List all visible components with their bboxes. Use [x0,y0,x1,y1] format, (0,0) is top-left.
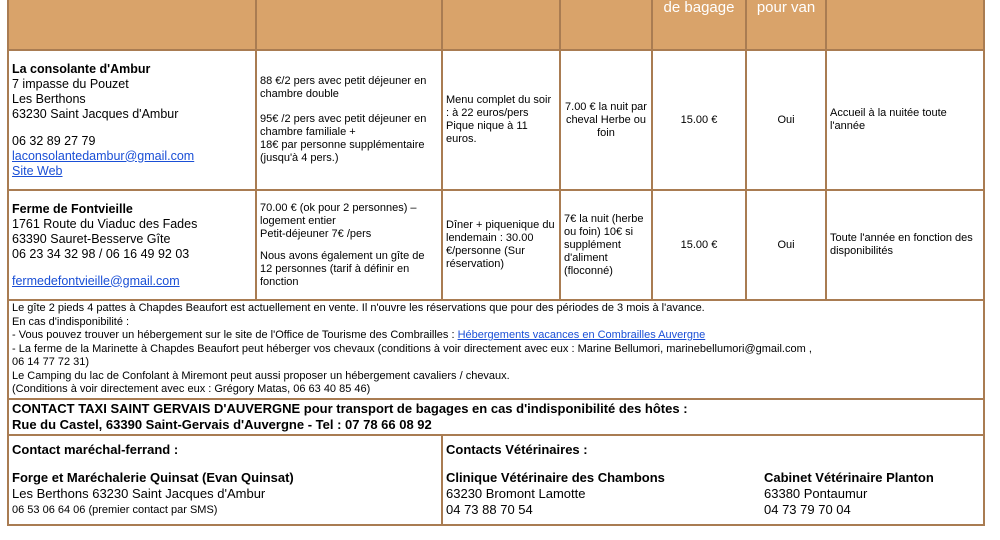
notes-text: - Vous pouvez trouver un hébergement sur le site de l'Office de Tourisme des Combrailles : [12,329,458,341]
notes-line [12,329,980,343]
parking-value: Oui [777,238,795,251]
nuitee-text: Nous avons également un gîte de 12 personnes (tarif à définir en fonction [260,249,425,288]
transport-value: 15.00 € [680,113,718,126]
host-email-link[interactable]: fermedefontvieille@gmail.com [12,273,180,288]
nuitee-text: 18€ par personne supplémentaire (jusqu'à 4 pers.) [260,139,425,164]
table-header-row [8,0,984,50]
host-address-line: 63390 Sauret-Besserve Gîte [12,231,171,246]
host-phone: 06 32 89 27 79 [12,133,96,148]
vet-clinic-2-address: 63380 Pontaumur [764,485,868,501]
header-transport [652,0,746,50]
transport-value: 15.00 € [680,238,718,251]
paddock-text: 7.00 € la nuit par cheval Herbe ou foin [565,100,647,139]
parking-value: Oui [777,113,795,126]
header-parking-line2: pour van [756,0,816,16]
vet-clinic-2 [764,470,934,518]
paddock-text: 7€ la nuit (herbe ou foin) 10€ si supplément d'aliment (floconné) [564,212,644,277]
header-disponibilite [826,0,984,50]
nuitee-cell [256,50,442,190]
paddock-cell [560,190,652,300]
header-paddock [560,0,652,50]
marechal-name: Forge et Maréchalerie Quinsat (Evan Quinsat) [12,469,294,485]
accommodation-table [7,0,985,526]
marechal-address: Les Berthons 63230 Saint Jacques d'Ambur [12,485,266,501]
nuitee-text: 88 €/2 pers avec petit déjeuner en chambre double [260,75,427,100]
vet-clinic-1-address: 63230 Bromont Lamotte [446,485,586,501]
nuitee-cell [256,190,442,300]
nuitee-text: Petit-déjeuner 7€ /pers [260,227,372,240]
transport-cell [652,190,746,300]
taxi-row [8,399,984,435]
host-email-link[interactable]: laconsolantedambur@gmail.com [12,148,195,163]
paddock-cell [560,50,652,190]
nuitee-text: 95€ /2 pers avec petit déjeuner en chambre familiale + [260,113,427,138]
notes-row [8,300,984,399]
header-repas [442,0,560,50]
vet-clinic-2-name: Cabinet Vétérinaire Planton [764,469,934,485]
contacts-row [8,435,984,525]
notes-line: Le gîte 2 pieds 4 pattes à Chapdes Beaufort est actuellement en vente. Il n'ouvre les réservations que pour des périodes de 3 mois à l'avance. [12,302,705,314]
parking-cell [746,50,826,190]
host-name: La consolante d'Ambur [12,61,151,76]
host-name: Ferme de Fontvieille [12,201,133,216]
host-phone: 06 23 34 32 98 / 06 16 49 92 03 [12,246,190,261]
parking-cell [746,190,826,300]
host-address-line: 1761 Route du Viaduc des Fades [12,216,198,231]
notes-line: (Conditions à voir directement avec eux : Grégory Matas, 06 63 40 85 46) [12,383,371,395]
host-website-link[interactable]: Site Web [12,163,63,178]
dispo-cell [826,190,984,300]
repas-cell [442,190,560,300]
vet-clinic-1 [446,470,764,518]
marechal-title: Contact maréchal-ferrand : [12,441,179,457]
notes-cell [8,300,984,399]
dispo-cell [826,50,984,190]
table-row [8,50,984,190]
table-row [8,190,984,300]
notes-line: Le Camping du lac de Confolant à Miremont peut aussi proposer un hébergement cavaliers / chevaux. [12,369,510,382]
notes-line: - La ferme de la Marinette à Chapdes Beaufort peut héberger vos chevaux (conditions à voir directement avec eux : Marine Bellumori, marinebellumori@gmail.com , [12,342,812,355]
host-address-line: 7 impasse du Pouzet [12,76,129,91]
repas-text: Dîner + piquenique du lendemain : 30.00 €/personne (Sur réservation) [446,219,555,270]
header-transport-line2: de bagage [663,0,735,16]
transport-cell [652,50,746,190]
repas-text: Menu complet du soir : à 22 euros/pers Pique nique à 11 euros. [446,94,552,145]
notes-line: 06 14 77 72 31) [12,356,90,368]
vet-clinic-1-name: Clinique Vétérinaire des Chambons [446,469,665,485]
vet-clinic-1-phone: 04 73 88 70 54 [446,501,533,517]
header-hebergeur [8,0,256,50]
marechal-phone: 06 53 06 64 06 (premier contact par SMS) [12,503,218,516]
header-parking [746,0,826,50]
vet-clinic-2-phone: 04 73 79 70 04 [764,501,851,517]
vets-title: Contacts Vétérinaires : [446,441,588,457]
dispo-text: Accueil à la nuitée toute l'année [830,107,947,132]
taxi-line: CONTACT TAXI SAINT GERVAIS D'AUVERGNE pour transport de bagages en cas d'indisponibilité des hôtes : [12,400,688,416]
dispo-text: Toute l'année en fonction des disponibilités [830,232,973,257]
nuitee-text: 70.00 € (ok pour 2 personnes) – logement entier [260,201,417,227]
taxi-cell [8,399,984,435]
header-nuitee [256,0,442,50]
host-address-line: Les Berthons [12,91,86,106]
repas-cell [442,50,560,190]
vets-contact-cell [442,435,984,525]
host-address-line: 63230 Saint Jacques d'Ambur [12,106,179,121]
host-cell [8,50,256,190]
tourism-office-link[interactable]: Hébergements vacances en Combrailles Auvergne [457,329,706,341]
taxi-line: Rue du Castel, 63390 Saint-Gervais d'Auvergne - Tel : 07 78 66 08 92 [12,416,432,432]
host-cell [8,190,256,300]
notes-line: En cas d'indisponibilité : [12,315,130,328]
marechal-contact-cell [8,435,442,525]
